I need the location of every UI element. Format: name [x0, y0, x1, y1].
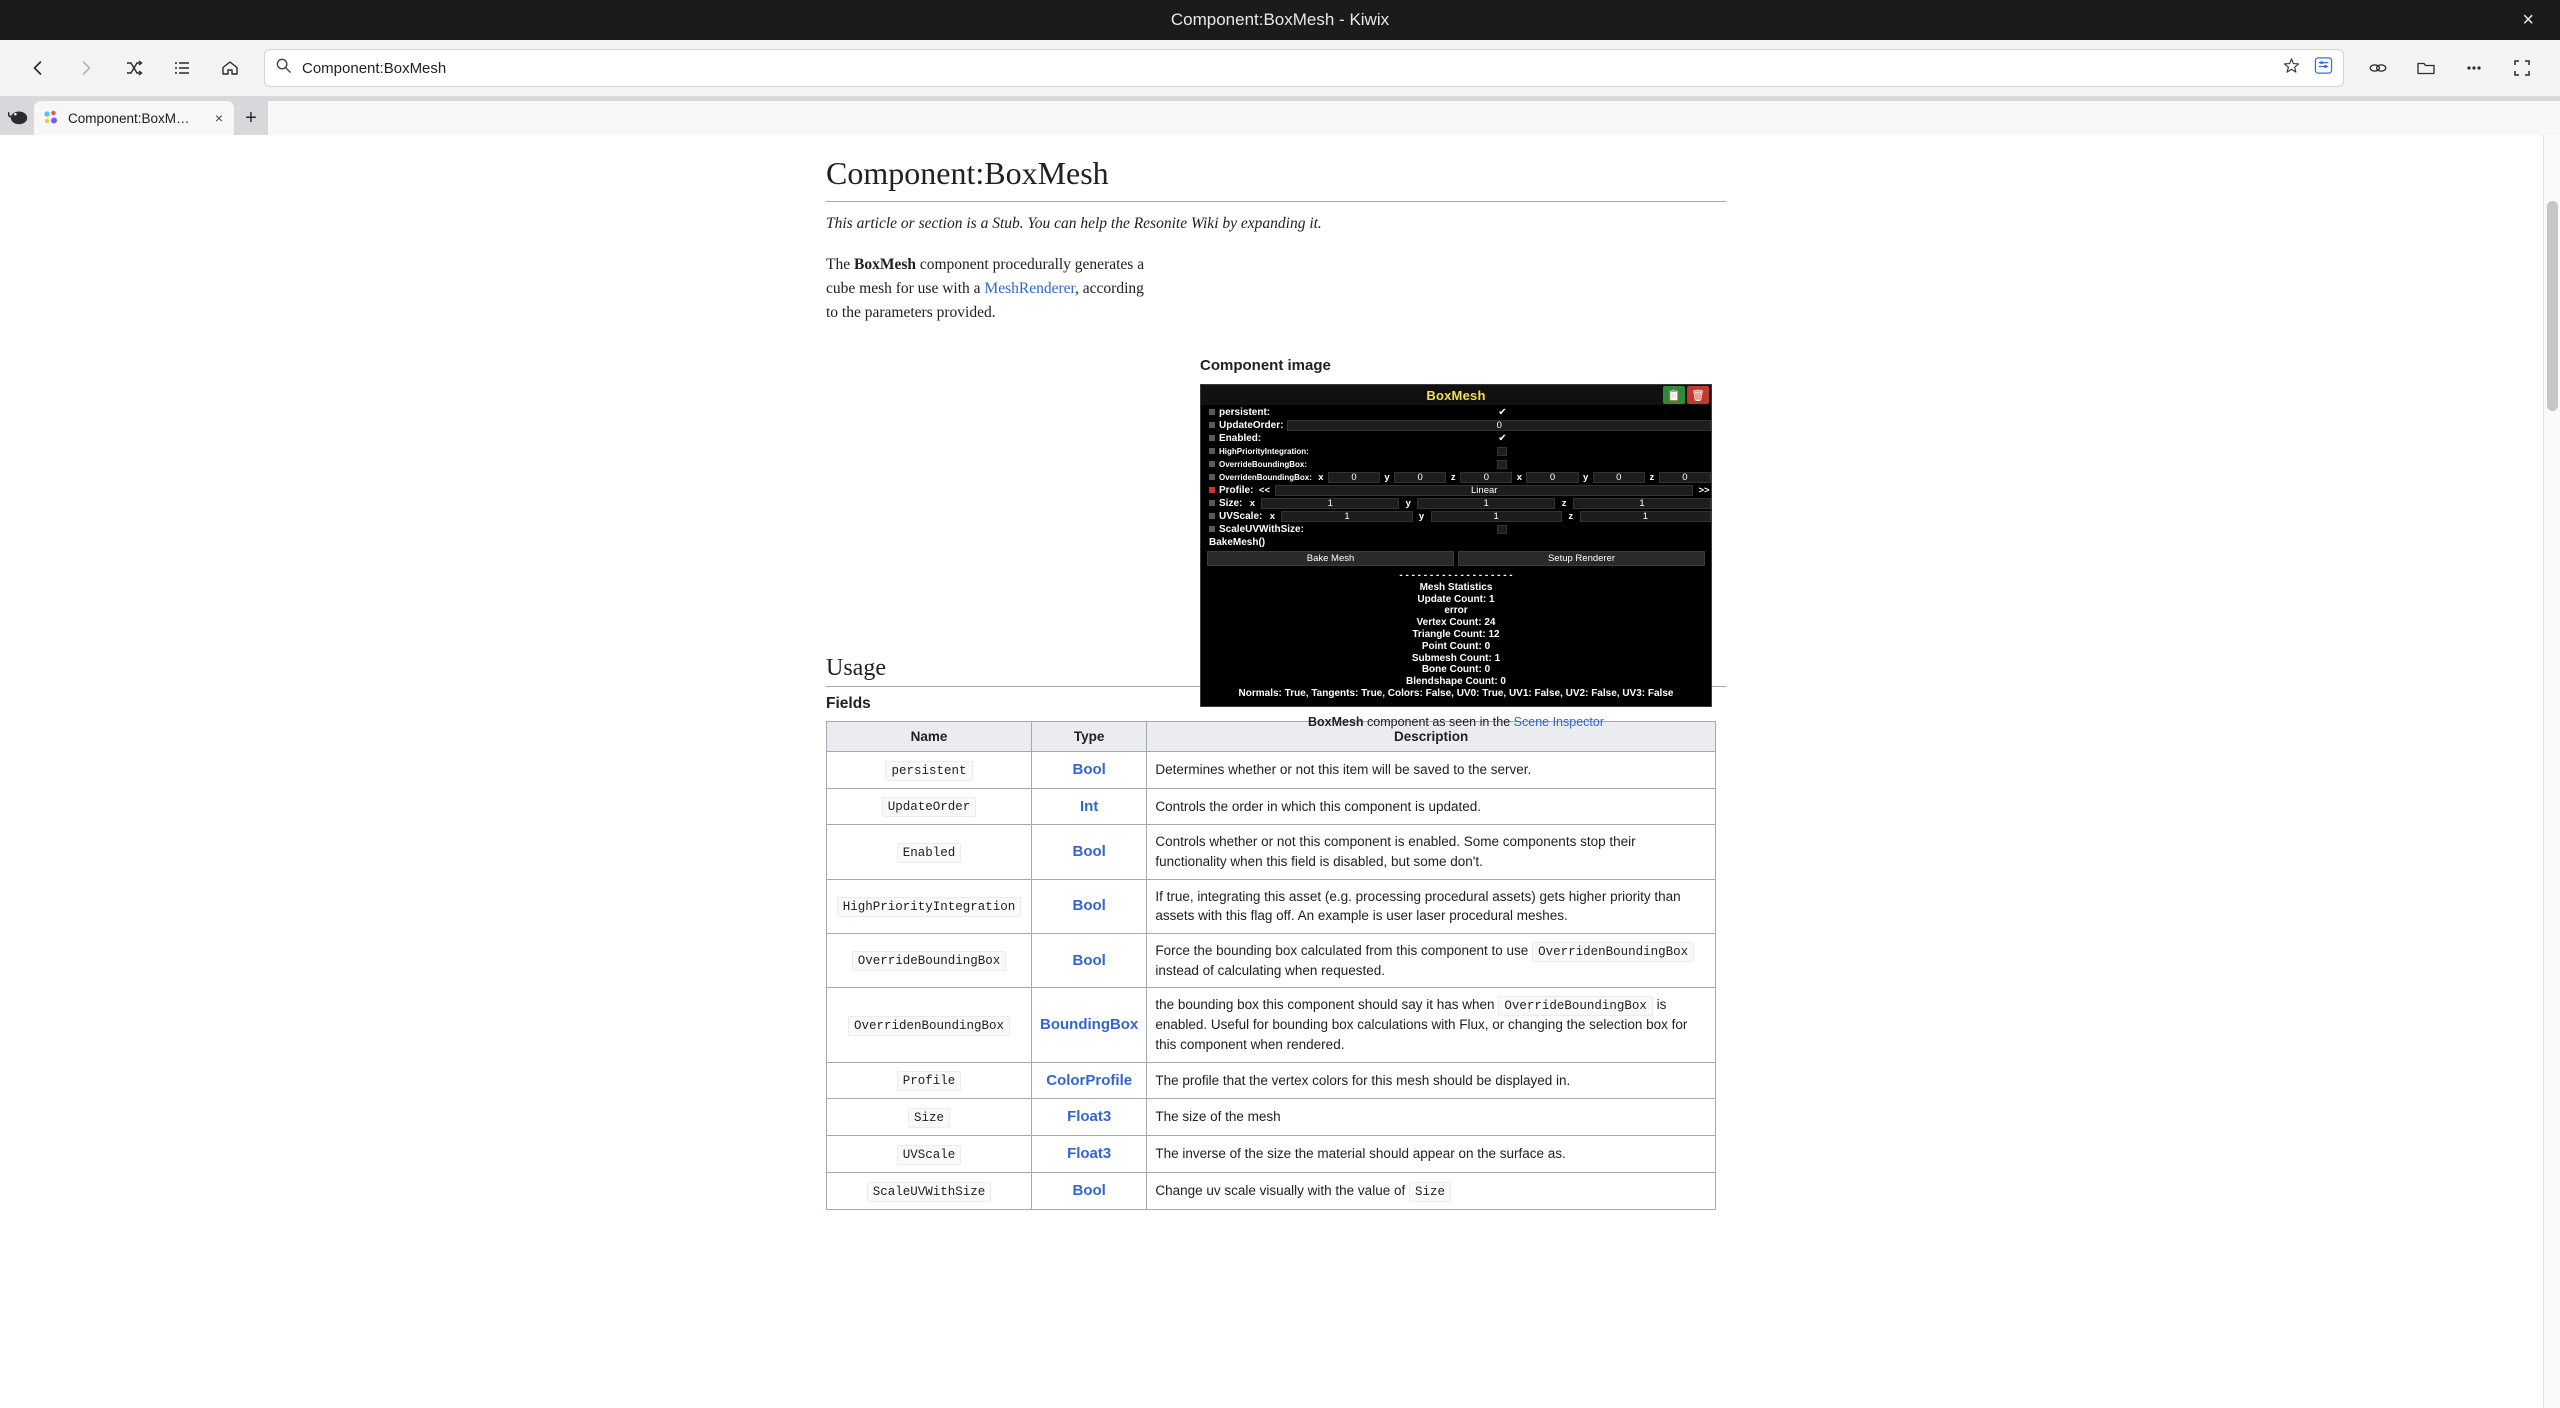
field-name-cell [827, 1172, 1032, 1209]
type-link[interactable]: Bool [1072, 1181, 1106, 1199]
field-label: OverrideBoundingBox: [1219, 459, 1308, 469]
caption-component-name: BoxMesh [1307, 714, 1364, 729]
checkbox-unchecked [1497, 525, 1507, 534]
vector-value-field: 1 [1573, 498, 1711, 509]
field-label: UpdateOrder: [1219, 419, 1284, 431]
field-description-cell: The profile that the vertex colors for this mesh should be displayed in. [1147, 1062, 1716, 1099]
field-marker-icon [1209, 513, 1215, 519]
field-type-cell [1032, 751, 1147, 788]
inspector-button-row [1201, 549, 1711, 568]
window-close-button[interactable]: × [2522, 9, 2534, 31]
browser-toolbar [0, 40, 2560, 97]
inspector-row-highpriority [1201, 445, 1711, 457]
field-type-cell [1032, 988, 1147, 1062]
field-description-cell: the bounding box this component should say it has when OverrideBoundingBox is enabled. Useful for bounding box calculations with Flux, or changing the selection box for this component when rendered. [1147, 988, 1716, 1062]
kiwix-icon [4, 97, 34, 135]
inspector-row-size [1201, 497, 1711, 509]
new-tab-button[interactable]: + [245, 106, 257, 129]
field-description-cell: Change uv scale visually with the value of Size [1147, 1172, 1716, 1209]
vector-value-field: 1 [1580, 511, 1711, 522]
axis-label: x [1318, 471, 1324, 483]
duplicate-icon: 📋 [1663, 386, 1685, 404]
stats-line: Vertex Count: 24 [1416, 617, 1496, 629]
table-row [827, 751, 1716, 788]
field-name-cell [827, 1099, 1032, 1136]
type-link[interactable]: Bool [1072, 897, 1106, 915]
profile-next-button: >> [1698, 484, 1710, 496]
field-marker-icon [1209, 526, 1215, 532]
stub-notice [826, 212, 1726, 235]
field-type-cell [1032, 1136, 1147, 1173]
inspector-row-uvscale [1201, 510, 1711, 522]
bbox-value-field: 0 [1394, 472, 1446, 483]
field-name-cell [827, 751, 1032, 788]
tab-title: Component:BoxM… [68, 110, 190, 126]
tab-component-boxmesh[interactable] [34, 101, 234, 135]
page-scrollbar[interactable] [2543, 135, 2560, 1408]
tab-close-icon[interactable]: × [214, 110, 223, 126]
axis-label: y [1418, 510, 1425, 522]
field-description-cell: The inverse of the size the material should appear on the surface as. [1147, 1136, 1716, 1173]
field-description-cell: Determines whether or not this item will be saved to the server. [1147, 751, 1716, 788]
field-type-cell [1032, 1062, 1147, 1099]
bbox-value-field: 0 [1460, 472, 1512, 483]
field-type-cell [1032, 788, 1147, 825]
resonite-icon [42, 109, 60, 127]
inspector-row-overridebbox [1201, 458, 1711, 470]
field-label: ScaleUVWithSize: [1219, 523, 1304, 535]
field-type-cell [1032, 879, 1147, 933]
field-name-cell [827, 988, 1032, 1062]
field-marker-icon [1209, 448, 1215, 454]
window-titlebar [0, 0, 2560, 40]
intro-text-pre: The [826, 255, 854, 273]
field-name-code: OverridenBoundingBox [848, 1016, 1010, 1036]
tab-strip [0, 97, 2560, 135]
usage-heading: Usage [826, 655, 1726, 687]
intro-text-mid: component procedurally generates a cube mesh for use with a [826, 255, 1145, 297]
star-icon[interactable] [2283, 57, 2300, 79]
field-marker-icon [1209, 409, 1215, 415]
field-type-cell [1032, 1099, 1147, 1136]
field-marker-icon [1209, 435, 1215, 441]
table-row [827, 788, 1716, 825]
field-marker-icon [1209, 461, 1215, 467]
random-article-icon[interactable] [114, 48, 154, 88]
field-name-code: UpdateOrder [882, 797, 977, 817]
vector-value-field: 1 [1417, 498, 1555, 509]
window-title: Component:BoxMesh - Kiwix [1170, 10, 1390, 29]
component-image-heading: Component image [1200, 357, 1331, 374]
stats-line: Normals: True, Tangents: True, Colors: False, UV0: True, UV1: False, UV2: False, UV3: False [1238, 687, 1674, 699]
field-name-code: HighPriorityIntegration [837, 897, 1022, 917]
vector-value-field: 1 [1281, 511, 1412, 522]
stub-notice-text: This article or section is a Stub. You can help the Resonite Wiki by expanding it. [826, 214, 1322, 232]
field-description-cell: The size of the mesh [1147, 1099, 1716, 1136]
field-name-cell [827, 879, 1032, 933]
stats-line: Blendshape Count: 0 [1405, 676, 1506, 688]
axis-label: y [1384, 471, 1390, 483]
axis-label: z [1450, 471, 1456, 483]
checkbox-unchecked [1497, 447, 1507, 456]
sliders-icon[interactable] [2314, 56, 2333, 80]
checkbox-checked-icon: ✔ [1498, 432, 1507, 444]
field-description-cell: Force the bounding box calculated from this component to use OverridenBoundingBox instead of calculating when requested. [1147, 933, 1716, 988]
fullscreen-icon[interactable] [2502, 48, 2542, 88]
field-description-cell: Controls whether or not this component is enabled. Some components stop their functionality when this field is disabled, but some don't. [1147, 825, 1716, 879]
field-label: persistent: [1219, 406, 1271, 418]
type-link[interactable]: Bool [1072, 951, 1106, 969]
table-of-contents-icon[interactable] [162, 48, 202, 88]
table-row [827, 1172, 1716, 1209]
inspector-row-profile [1201, 484, 1711, 496]
component-image-block [1200, 357, 1740, 729]
tab-strip-empty-area [268, 101, 2560, 135]
inline-code: OverrideBoundingBox [1498, 996, 1653, 1016]
field-name-cell [827, 825, 1032, 879]
bbox-value-field: 0 [1659, 472, 1711, 483]
bake-mesh-button: Bake Mesh [1207, 551, 1454, 566]
type-link[interactable]: Float3 [1067, 1145, 1112, 1163]
table-row [827, 1062, 1716, 1099]
checkbox-unchecked [1497, 460, 1507, 469]
intro-component-name: BoxMesh [853, 255, 916, 273]
field-name-code: OverrideBoundingBox [852, 951, 1007, 971]
inspector-row-updateorder [1201, 419, 1711, 431]
profile-value: Linear [1275, 485, 1693, 496]
field-type-cell [1032, 825, 1147, 879]
field-label: Size: [1219, 497, 1243, 509]
field-marker-icon [1209, 474, 1215, 480]
stats-line: Bone Count: 0 [1421, 664, 1491, 676]
table-row [827, 1136, 1716, 1173]
inspector-row-overriddenbbox [1201, 471, 1711, 483]
field-name-cell [827, 1136, 1032, 1173]
field-label: UVScale: [1219, 510, 1263, 522]
field-type-cell [1032, 1172, 1147, 1209]
stats-line: Triangle Count: 12 [1412, 628, 1500, 640]
stats-line: error [1444, 605, 1468, 617]
vector-value-field: 1 [1431, 511, 1562, 522]
axis-label: x [1516, 471, 1523, 483]
axis-label: z [1649, 471, 1655, 483]
vector-value-field: 1 [1261, 498, 1399, 509]
setup-renderer-button: Setup Renderer [1458, 551, 1705, 566]
intro-text-post: , according to the parameters provided. [826, 279, 1144, 321]
inspector-row-scaleuvwithsize [1201, 523, 1711, 535]
search-icon [275, 57, 292, 79]
mesh-statistics [1201, 568, 1711, 706]
checkbox-checked-icon: ✔ [1498, 406, 1507, 418]
field-description-cell: Controls the order in which this component is updated. [1147, 788, 1716, 825]
field-label: OverridenBoundingBox: [1219, 472, 1312, 482]
address-bar-value[interactable]: Component:BoxMesh [302, 59, 447, 77]
scene-inspector-screenshot [1200, 384, 1712, 707]
inspector-row-persistent [1201, 406, 1711, 418]
column-header-type: Type [1032, 721, 1147, 751]
type-link[interactable]: Float3 [1067, 1108, 1112, 1126]
field-name-cell [827, 788, 1032, 825]
wiki-page [0, 135, 2543, 1210]
stats-line: Update Count: 1 [1417, 593, 1495, 605]
bakemesh-label: BakeMesh() [1209, 536, 1266, 548]
field-label: HighPriorityIntegration: [1219, 446, 1309, 456]
home-icon[interactable] [210, 48, 250, 88]
type-link[interactable]: Int [1080, 797, 1099, 815]
table-row [827, 933, 1716, 988]
field-name-code: persistent [885, 761, 972, 781]
field-name-code: Size [908, 1108, 950, 1128]
address-bar[interactable] [264, 49, 2344, 87]
stats-line: Mesh Statistics [1419, 581, 1493, 593]
field-value: 0 [1287, 420, 1711, 431]
fields-heading: Fields [826, 694, 871, 712]
column-header-description: Description [1147, 721, 1716, 751]
inline-code: OverridenBoundingBox [1532, 942, 1694, 962]
link-icon[interactable] [2358, 48, 2398, 88]
scrollbar-thumb[interactable] [2547, 201, 2558, 411]
field-name-cell [827, 1062, 1032, 1099]
axis-label: x [1269, 510, 1275, 522]
intro-paragraph [826, 253, 1156, 325]
stats-line: Submesh Count: 1 [1411, 652, 1501, 664]
profile-prev-button: << [1258, 484, 1270, 496]
caption-text: component as seen in the [1363, 714, 1514, 729]
fields-table [826, 721, 1716, 1210]
field-name-code: Enabled [897, 843, 962, 863]
folder-icon[interactable] [2406, 48, 2446, 88]
field-marker-icon [1209, 422, 1215, 428]
field-marker-icon [1209, 500, 1215, 506]
link-scene-inspector[interactable]: Scene Inspector [1513, 714, 1605, 729]
axis-label: z [1561, 497, 1567, 509]
inspector-header [1201, 385, 1711, 405]
column-header-name: Name [827, 721, 1032, 751]
bbox-value-field: 0 [1526, 472, 1578, 483]
axis-label: y [1582, 471, 1589, 483]
trash-icon: 🗑 [1687, 386, 1709, 404]
page-title: Component:BoxMesh [826, 153, 1726, 202]
type-link[interactable]: ColorProfile [1046, 1071, 1133, 1089]
inspector-row-enabled [1201, 432, 1711, 444]
table-row [827, 825, 1716, 879]
field-name-code: UVScale [897, 1145, 962, 1165]
bbox-value-field: 0 [1593, 472, 1645, 483]
more-horizontal-icon[interactable] [2454, 48, 2494, 88]
field-name-code: Profile [897, 1071, 962, 1091]
field-label: Enabled: [1219, 432, 1262, 444]
stats-divider: - - - - - - - - - - - - - - - - - - - [1399, 570, 1513, 581]
table-row [827, 1099, 1716, 1136]
type-link[interactable]: BoundingBox [1040, 1016, 1139, 1034]
inspector-title: BoxMesh [1426, 387, 1486, 403]
back-icon[interactable] [18, 48, 58, 88]
table-row [827, 988, 1716, 1062]
field-type-cell [1032, 933, 1147, 988]
axis-label: x [1249, 497, 1255, 509]
field-label: Profile: [1219, 484, 1254, 496]
type-link[interactable]: Bool [1072, 760, 1106, 778]
forward-icon[interactable] [66, 48, 106, 88]
inline-code: Size [1409, 1182, 1451, 1202]
bbox-value-field: 0 [1328, 472, 1380, 483]
page-viewport [0, 135, 2560, 1408]
field-description-cell: If true, integrating this asset (e.g. processing procedural assets) gets higher priority than assets with this flag off. An example is user laser procedural meshes. [1147, 879, 1716, 933]
table-row [827, 879, 1716, 933]
stats-line: Point Count: 0 [1421, 640, 1491, 652]
component-image-caption [1200, 715, 1712, 729]
field-name-cell [827, 933, 1032, 988]
axis-label: z [1568, 510, 1574, 522]
field-name-code: ScaleUVWithSize [867, 1182, 992, 1202]
field-marker-icon [1209, 487, 1215, 493]
inspector-row-bakemesh [1201, 536, 1711, 548]
axis-label: y [1405, 497, 1411, 509]
link-meshrenderer[interactable]: MeshRenderer [984, 279, 1076, 297]
type-link[interactable]: Bool [1072, 843, 1106, 861]
